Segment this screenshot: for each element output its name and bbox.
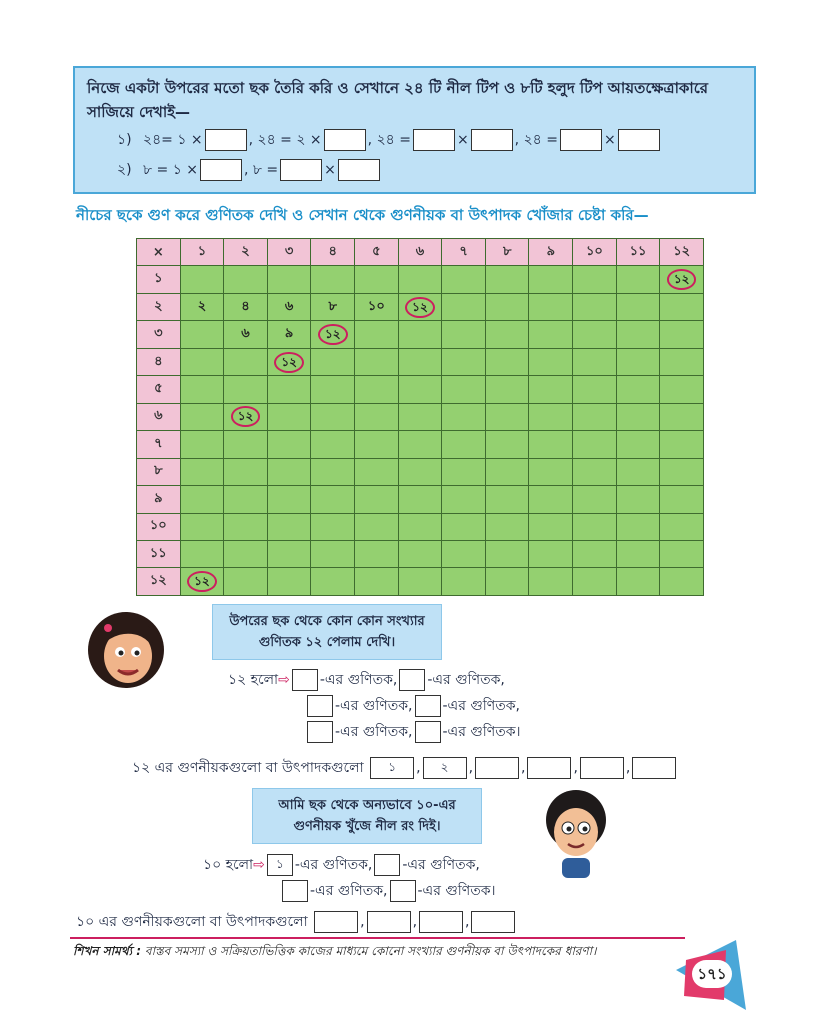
grid-cell[interactable]	[267, 540, 311, 567]
grid-cell[interactable]	[529, 403, 573, 430]
grid-cell[interactable]	[355, 431, 399, 458]
grid-cell[interactable]	[442, 486, 486, 513]
grid-cell[interactable]	[180, 486, 224, 513]
grid-cell[interactable]	[224, 376, 268, 403]
grid-col-header: ৬	[398, 239, 442, 266]
grid-cell[interactable]	[224, 266, 268, 293]
grid-cell[interactable]	[442, 568, 486, 596]
grid-cell[interactable]	[660, 321, 704, 348]
grid-cell[interactable]	[529, 376, 573, 403]
grid-cell[interactable]	[311, 458, 355, 485]
answer-box[interactable]	[280, 159, 322, 181]
grid-row	[137, 403, 704, 430]
grid-cell[interactable]	[224, 486, 268, 513]
factor-box[interactable]	[419, 911, 463, 933]
grid-cell[interactable]	[485, 568, 529, 596]
grid-cell[interactable]	[442, 540, 486, 567]
grid-col-header: ১১	[616, 239, 660, 266]
answer-box[interactable]	[413, 129, 455, 151]
boy-character-illustration	[528, 786, 624, 882]
grid-row-header: ৯	[137, 486, 181, 513]
grid-cell[interactable]	[660, 568, 704, 596]
grid-cell[interactable]	[180, 376, 224, 403]
grid-cell[interactable]	[224, 403, 268, 430]
grid-cell[interactable]	[311, 321, 355, 348]
grid-row	[137, 513, 704, 540]
grid-cell[interactable]	[616, 348, 660, 375]
grid-cell[interactable]	[355, 513, 399, 540]
grid-header-row	[137, 239, 704, 266]
grid-cell[interactable]	[442, 293, 486, 320]
grid-row-header: ১০	[137, 513, 181, 540]
grid-row	[137, 348, 704, 375]
answer-box[interactable]	[399, 669, 425, 691]
answer-box[interactable]	[415, 721, 441, 743]
answer-box[interactable]	[307, 721, 333, 743]
circled-value: ১২	[318, 324, 348, 345]
grid-cell[interactable]	[485, 486, 529, 513]
grid-cell[interactable]	[224, 568, 268, 596]
grid-cell[interactable]	[573, 293, 617, 320]
grid-cell[interactable]	[355, 403, 399, 430]
grid-col-header: ৫	[355, 239, 399, 266]
grid-cell[interactable]	[616, 376, 660, 403]
grid-cell[interactable]	[311, 403, 355, 430]
grid-cell[interactable]	[485, 513, 529, 540]
answer-box[interactable]	[324, 129, 366, 151]
factor-box[interactable]	[367, 911, 411, 933]
grid-cell[interactable]	[267, 348, 311, 375]
grid-cell[interactable]	[311, 486, 355, 513]
grid-cell[interactable]	[267, 376, 311, 403]
grid-cell[interactable]	[529, 431, 573, 458]
grid-cell[interactable]	[311, 540, 355, 567]
twelve-multiples-line-1: ১২ হলো ⇨ -এর গুণিতক, -এর গুণিতক,	[228, 668, 505, 692]
grid-cell[interactable]	[398, 486, 442, 513]
grid-row	[137, 486, 704, 513]
factor-box[interactable]: ২	[423, 757, 467, 779]
activity-box	[73, 66, 756, 194]
grid-cell[interactable]	[311, 348, 355, 375]
footer-divider	[70, 937, 685, 939]
grid-row-header: ৪	[137, 348, 181, 375]
grid-cell[interactable]	[355, 486, 399, 513]
grid-cell[interactable]: ৪	[224, 293, 268, 320]
grid-cell[interactable]	[485, 403, 529, 430]
grid-cell[interactable]	[267, 403, 311, 430]
factor-box[interactable]	[475, 757, 519, 779]
factor-box[interactable]	[580, 757, 624, 779]
grid-cell[interactable]	[529, 266, 573, 293]
grid-cell[interactable]	[529, 540, 573, 567]
grid-cell[interactable]	[355, 568, 399, 596]
grid-cell[interactable]: ৯	[267, 321, 311, 348]
grid-cell[interactable]	[660, 403, 704, 430]
answer-box[interactable]: ১	[267, 854, 293, 876]
grid-cell[interactable]	[616, 458, 660, 485]
grid-cell[interactable]	[224, 513, 268, 540]
grid-row	[137, 431, 704, 458]
grid-cell[interactable]	[224, 540, 268, 567]
grid-cell[interactable]	[180, 348, 224, 375]
grid-row	[137, 266, 704, 293]
girl-character-illustration	[78, 606, 174, 702]
speech-bubble-girl: উপরের ছক থেকে কোন কোন সংখ্যার গুণিতক ১২ পেলাম দেখি।	[212, 604, 442, 660]
ten-multiples-line-1: ১০ হলো ⇨ ১ -এর গুণিতক, -এর গুণিতক,	[203, 853, 480, 877]
grid-col-header: ১	[180, 239, 224, 266]
grid-cell[interactable]	[660, 266, 704, 293]
grid-cell[interactable]	[267, 486, 311, 513]
answer-box[interactable]	[205, 129, 247, 151]
grid-cell[interactable]	[398, 458, 442, 485]
grid-cell[interactable]	[485, 431, 529, 458]
grid-cell[interactable]	[180, 568, 224, 596]
grid-cell[interactable]	[616, 403, 660, 430]
grid-cell[interactable]	[398, 321, 442, 348]
twelve-multiples-line-2: -এর গুণিতক, -এর গুণিতক,	[305, 694, 520, 718]
grid-cell[interactable]	[573, 568, 617, 596]
grid-row-header: ২	[137, 293, 181, 320]
page-number: ১৭১	[692, 960, 732, 988]
grid-cell[interactable]	[311, 431, 355, 458]
grid-cell[interactable]	[224, 348, 268, 375]
answer-box[interactable]	[618, 129, 660, 151]
grid-cell[interactable]	[616, 321, 660, 348]
answer-box[interactable]	[200, 159, 242, 181]
grid-cell[interactable]	[660, 348, 704, 375]
learning-outcome: শিখন সামর্থ্য : বাস্তব সমস্যা ও সক্রিয়তাভিত্তিক কাজের মাধ্যমে কোনো সংখ্যার গুণনীয়ক বা উৎপাদকের ধারণা।	[73, 944, 597, 958]
grid-col-header: ৭	[442, 239, 486, 266]
speech-bubble-boy: আমি ছক থেকে অন্যভাবে ১০-এর গুণনীয়ক খুঁজে নীল রং দিই।	[252, 788, 482, 844]
circled-value: ১২	[231, 406, 261, 427]
grid-cell[interactable]	[573, 266, 617, 293]
grid-cell[interactable]	[442, 376, 486, 403]
grid-cell[interactable]	[616, 431, 660, 458]
circled-value: ১২	[187, 571, 217, 592]
grid-cell[interactable]	[311, 513, 355, 540]
grid-col-header: ১০	[573, 239, 617, 266]
grid-cell[interactable]	[529, 458, 573, 485]
grid-cell[interactable]	[311, 266, 355, 293]
grid-cell[interactable]	[442, 266, 486, 293]
grid-cell[interactable]	[660, 486, 704, 513]
grid-cell[interactable]	[398, 540, 442, 567]
answer-box[interactable]	[338, 159, 380, 181]
answer-box[interactable]	[415, 695, 441, 717]
grid-cell[interactable]	[485, 458, 529, 485]
grid-col-header: ৪	[311, 239, 355, 266]
grid-cell[interactable]	[442, 431, 486, 458]
factor-box[interactable]	[471, 911, 515, 933]
grid-row-header: ১২	[137, 568, 181, 596]
grid-cell[interactable]: ৬	[267, 293, 311, 320]
grid-row	[137, 540, 704, 567]
grid-cell[interactable]	[573, 348, 617, 375]
grid-cell[interactable]	[442, 403, 486, 430]
grid-cell[interactable]	[224, 458, 268, 485]
activity-row-2: ২) ৮ = ১ × , ৮ = ×	[117, 156, 744, 184]
answer-box[interactable]	[390, 880, 416, 902]
grid-col-header: ১২	[660, 239, 704, 266]
grid-row-header: ৩	[137, 321, 181, 348]
grid-cell[interactable]	[180, 321, 224, 348]
grid-cell[interactable]	[573, 513, 617, 540]
grid-row-header: ৫	[137, 376, 181, 403]
grid-cell[interactable]	[398, 568, 442, 596]
grid-cell[interactable]	[398, 403, 442, 430]
grid-cell[interactable]	[267, 513, 311, 540]
grid-col-header: ২	[224, 239, 268, 266]
answer-box[interactable]	[307, 695, 333, 717]
grid-cell[interactable]	[355, 266, 399, 293]
circled-value: ১২	[274, 352, 304, 373]
grid-row	[137, 568, 704, 596]
factor-box[interactable]	[632, 757, 676, 779]
grid-row	[137, 458, 704, 485]
arrow-right-icon: ⇨	[253, 857, 265, 873]
grid-cell[interactable]	[485, 348, 529, 375]
grid-cell[interactable]	[529, 568, 573, 596]
grid-row-header: ১	[137, 266, 181, 293]
grid-cell[interactable]: ৬	[224, 321, 268, 348]
grid-col-header: ৮	[485, 239, 529, 266]
grid-cell[interactable]	[311, 568, 355, 596]
answer-box[interactable]	[471, 129, 513, 151]
grid-cell[interactable]	[442, 348, 486, 375]
grid-cell[interactable]	[267, 431, 311, 458]
grid-cell[interactable]: ১০	[355, 293, 399, 320]
grid-cell[interactable]	[660, 376, 704, 403]
ten-factors-line: ১০ এর গুণনীয়কগুলো বা উৎপাদকগুলো , , ,	[76, 910, 517, 934]
twelve-multiples-line-3: -এর গুণিতক, -এর গুণিতক।	[305, 720, 521, 744]
answer-box[interactable]	[292, 669, 318, 691]
grid-cell[interactable]	[529, 293, 573, 320]
factor-box[interactable]: ১	[370, 757, 414, 779]
factor-box[interactable]	[527, 757, 571, 779]
grid-cell[interactable]	[267, 266, 311, 293]
grid-cell[interactable]	[355, 376, 399, 403]
grid-cell[interactable]	[267, 458, 311, 485]
grid-cell[interactable]	[180, 431, 224, 458]
answer-box[interactable]	[374, 854, 400, 876]
grid-cell[interactable]	[616, 513, 660, 540]
multiplication-grid	[136, 238, 704, 596]
grid-cell[interactable]	[398, 431, 442, 458]
grid-cell[interactable]	[660, 458, 704, 485]
grid-cell[interactable]	[529, 486, 573, 513]
grid-cell[interactable]	[398, 376, 442, 403]
grid-cell[interactable]	[180, 540, 224, 567]
grid-cell[interactable]	[355, 458, 399, 485]
grid-cell[interactable]	[660, 431, 704, 458]
grid-cell[interactable]	[485, 376, 529, 403]
grid-cell[interactable]	[398, 266, 442, 293]
grid-cell[interactable]	[398, 348, 442, 375]
grid-cell[interactable]: ৮	[311, 293, 355, 320]
grid-cell[interactable]	[485, 540, 529, 567]
grid-cell[interactable]	[573, 540, 617, 567]
grid-cell[interactable]	[224, 431, 268, 458]
grid-row-header: ৮	[137, 458, 181, 485]
grid-cell[interactable]	[442, 513, 486, 540]
grid-cell[interactable]	[529, 321, 573, 348]
grid-cell[interactable]	[485, 293, 529, 320]
circled-value: ১২	[667, 269, 697, 290]
grid-cell[interactable]	[660, 540, 704, 567]
grid-cell[interactable]	[660, 293, 704, 320]
grid-cell[interactable]	[180, 403, 224, 430]
page-number-badge	[676, 940, 746, 1010]
grid-cell[interactable]	[398, 513, 442, 540]
grid-row-header: ৬	[137, 403, 181, 430]
answer-box[interactable]	[560, 129, 602, 151]
grid-cell[interactable]	[529, 513, 573, 540]
grid-row	[137, 321, 704, 348]
grid-cell[interactable]	[573, 403, 617, 430]
circled-value: ১২	[405, 297, 435, 318]
grid-cell[interactable]	[573, 321, 617, 348]
grid-row	[137, 293, 704, 320]
activity-question: নিজে একটা উপরের মতো ছক তৈরি করি ও সেখানে ২৪ টি নীল টিপ ও ৮টি হলুদ টিপ আয়তক্ষেত্রাকারে সাজিয়ে দেখাই—	[87, 79, 709, 121]
grid-corner-cell: ×	[137, 239, 181, 266]
grid-cell[interactable]	[616, 540, 660, 567]
grid-cell[interactable]	[398, 293, 442, 320]
grid-cell[interactable]	[573, 376, 617, 403]
grid-row-header: ৭	[137, 431, 181, 458]
grid-cell[interactable]	[355, 321, 399, 348]
grid-cell[interactable]	[616, 266, 660, 293]
arrow-right-icon: ⇨	[278, 672, 290, 688]
grid-cell[interactable]	[355, 540, 399, 567]
grid-cell[interactable]	[616, 293, 660, 320]
grid-col-header: ৯	[529, 239, 573, 266]
factor-box[interactable]	[314, 911, 358, 933]
grid-cell[interactable]	[180, 513, 224, 540]
grid-cell[interactable]	[485, 266, 529, 293]
grid-cell[interactable]	[267, 568, 311, 596]
grid-cell[interactable]	[311, 376, 355, 403]
grid-cell[interactable]	[180, 266, 224, 293]
grid-cell[interactable]	[616, 568, 660, 596]
grid-cell[interactable]	[442, 458, 486, 485]
grid-col-header: ৩	[267, 239, 311, 266]
grid-cell[interactable]	[485, 321, 529, 348]
grid-cell[interactable]	[355, 348, 399, 375]
grid-cell[interactable]	[442, 321, 486, 348]
activity-row-1: ১) ২৪= ১ × , ২৪ = ২ × , ২৪ = × , ২৪ = ×	[117, 126, 744, 154]
answer-box[interactable]	[282, 880, 308, 902]
grid-cell[interactable]	[529, 348, 573, 375]
grid-cell[interactable]	[573, 486, 617, 513]
ten-multiples-line-2: -এর গুণিতক, -এর গুণিতক।	[280, 879, 496, 903]
grid-cell[interactable]	[573, 458, 617, 485]
grid-row-header: ১১	[137, 540, 181, 567]
twelve-factors-line: ১২ এর গুণনীয়কগুলো বা উৎপাদকগুলো ১ , ২ , , , ,	[132, 756, 678, 780]
grid-row	[137, 376, 704, 403]
grid-cell[interactable]	[180, 458, 224, 485]
grid-cell[interactable]	[660, 513, 704, 540]
table-instruction: নীচের ছকে গুণ করে গুণিতক দেখি ও সেখান থেকে গুণনীয়ক বা উৎপাদক খোঁজার চেষ্টা করি—	[76, 206, 649, 224]
grid-cell[interactable]	[573, 431, 617, 458]
grid-cell[interactable]	[616, 486, 660, 513]
grid-cell[interactable]: ২	[180, 293, 224, 320]
